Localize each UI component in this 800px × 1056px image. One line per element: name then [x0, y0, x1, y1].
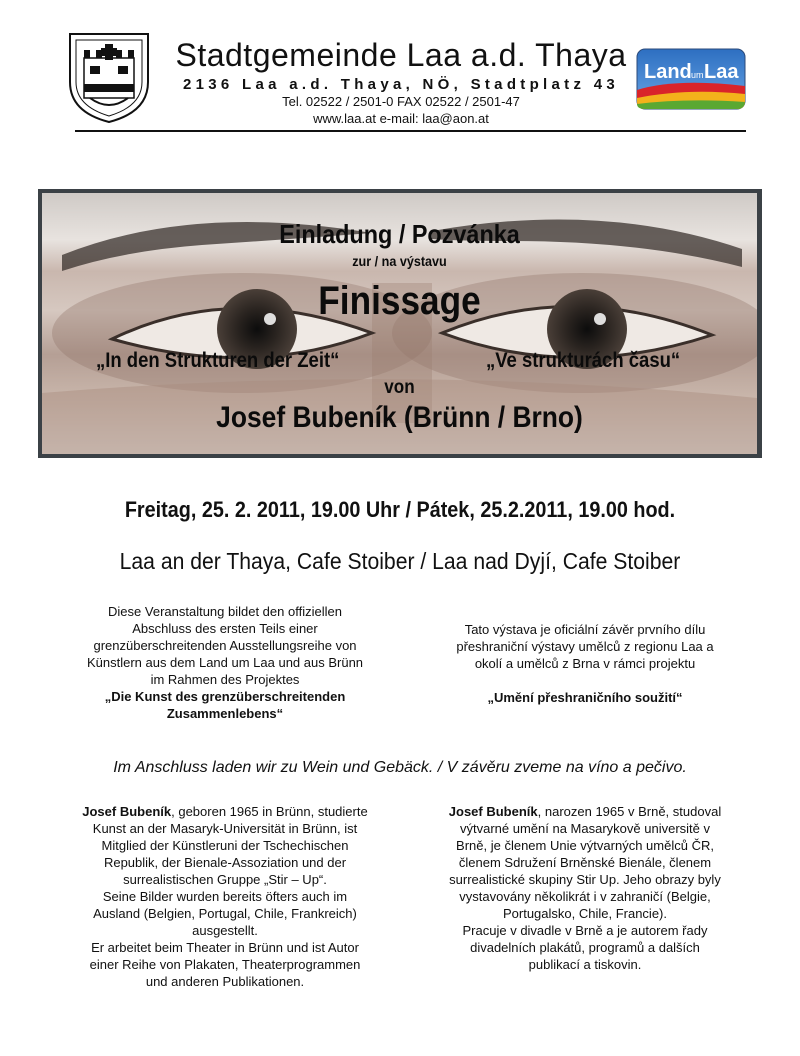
exhibition-subheading: zur / na výstavu: [352, 253, 447, 269]
by-label: von: [384, 377, 415, 398]
logo-text-um: um: [691, 70, 704, 80]
bio-cz-line: členem Sdružení Brněnské Bienále, členem: [458, 855, 712, 870]
event-title: Finissage: [318, 279, 481, 323]
bio-de-line: Ausland (Belgien, Portugal, Chile, Frankreich): [93, 906, 357, 921]
bio-de-line: Seine Bilder wurden bereits öfters auch im: [102, 889, 348, 904]
town-crest-icon: [68, 32, 150, 124]
bio-de-first-line: [60, 803, 390, 820]
bio-cz-line: surrealistické skupiny Stir Up. Jeho obrazy byly: [449, 872, 721, 887]
intro-de-line: Abschluss des ersten Teils einer: [132, 621, 318, 636]
intro-de-line: Diese Veranstaltung bildet den offiziellen: [108, 604, 342, 619]
bio-cz-line: Portugalsko, Chile, Francie).: [502, 906, 667, 921]
bio-de-line: Kunst an der Masaryk-Universität in Brünn, ist: [92, 821, 358, 836]
header-phone-fax: Tel. 02522 / 2501-0 FAX 02522 / 2501-47: [282, 94, 520, 109]
header-address: 2136 Laa a.d. Thaya, NÖ, Stadtplatz 43: [183, 76, 619, 93]
bio-cz-line: Brně, je členem Unie výtvarných umělců ČR,: [456, 838, 714, 853]
bio-cz-first: , narozen 1965 v Brně, studoval: [537, 804, 722, 819]
intro-de-line: im Rahmen des Projektes: [150, 672, 300, 687]
eyes-painting-banner: [38, 189, 762, 458]
refreshments-note: Im Anschluss laden wir zu Wein und Gebäck. / V závěru zveme na víno a pečivo.: [113, 759, 687, 776]
header-web-email: www.laa.at e-mail: laa@aon.at: [313, 111, 489, 126]
bio-de-first: , geboren 1965 in Brünn, studierte: [171, 804, 368, 819]
bio-de-line: und anderen Publikationen.: [145, 974, 305, 989]
logo-text-land: Land: [644, 61, 692, 83]
header-divider: [75, 130, 746, 132]
bio-cz-line: divadelních plakátů, programů a dalších: [470, 940, 700, 955]
land-um-laa-logo: [636, 48, 746, 110]
bio-de-line: Republik, der Bienale-Assoziation und der: [103, 855, 347, 870]
bio-de-line: Er arbeitet beim Theater in Brünn und ist Autor: [91, 940, 359, 955]
bio-cz-first-line: [430, 803, 740, 820]
bio-de-line: Mitglied der Künstleruni der Tschechischen: [101, 838, 349, 853]
header-title: Stadtgemeinde Laa a.d. Thaya: [175, 37, 627, 73]
intro-czech: [430, 621, 740, 706]
intro-cz-line: přeshraniční výstavy umělců z regionu Laa a: [456, 639, 714, 654]
project-name-de: „Die Kunst des grenzüberschreitenden: [104, 689, 346, 704]
intro-de-line: grenzüberschreitenden Ausstellungsreihe von: [93, 638, 357, 653]
exhibition-title-de: „In den Strukturen der Zeit“: [96, 349, 340, 372]
bio-de-line: einer Reihe von Plakaten, Theaterprogrammen: [89, 957, 361, 972]
artist-bio-czech: [430, 803, 740, 973]
intro-cz-line: okolí a umělců z Brna v rámci projektu: [474, 656, 696, 671]
bio-de-line: surrealistischen Gruppe „Stir – Up“.: [123, 872, 327, 887]
bio-de-line: ausgestellt.: [192, 923, 258, 938]
bio-cz-line: výtvarné umění na Masarykově universitě v: [460, 821, 710, 836]
bio-cz-line: vystavovány několikrát i v zahraničí (Belgie,: [459, 889, 711, 904]
event-date: Freitag, 25. 2. 2011, 19.00 Uhr / Pátek, 25.2.2011, 19.00 hod.: [124, 497, 676, 522]
bio-cz-line: publikací a tiskovin.: [528, 957, 642, 972]
artist-bio-german: [60, 803, 390, 990]
intro-cz-line: Tato výstava je oficiální závěr prvního dílu: [464, 622, 706, 637]
logo-text-laa: Laa: [704, 61, 739, 83]
event-venue: Laa an der Thaya, Cafe Stoiber / Laa nad Dyjí, Cafe Stoiber: [119, 548, 681, 574]
project-name-cz: „Umění přeshraničního soužití“: [487, 690, 683, 705]
project-name-de-cont: Zusammenlebens“: [166, 706, 284, 721]
bio-cz-line: Pracuje v divadle v Brně a je autorem řady: [462, 923, 708, 938]
intro-de-line: Künstlern aus dem Land um Laa und aus Brünn: [86, 655, 364, 670]
artist-name: Josef Bubeník (Brünn / Brno): [216, 401, 583, 434]
invitation-heading: Einladung / Pozvánka: [279, 219, 520, 249]
exhibition-title-cz: „Ve strukturách času“: [486, 349, 681, 372]
bio-de-name: Josef Bubeník: [82, 804, 172, 819]
intro-german: [60, 603, 390, 722]
bio-cz-name: Josef Bubeník: [448, 804, 538, 819]
